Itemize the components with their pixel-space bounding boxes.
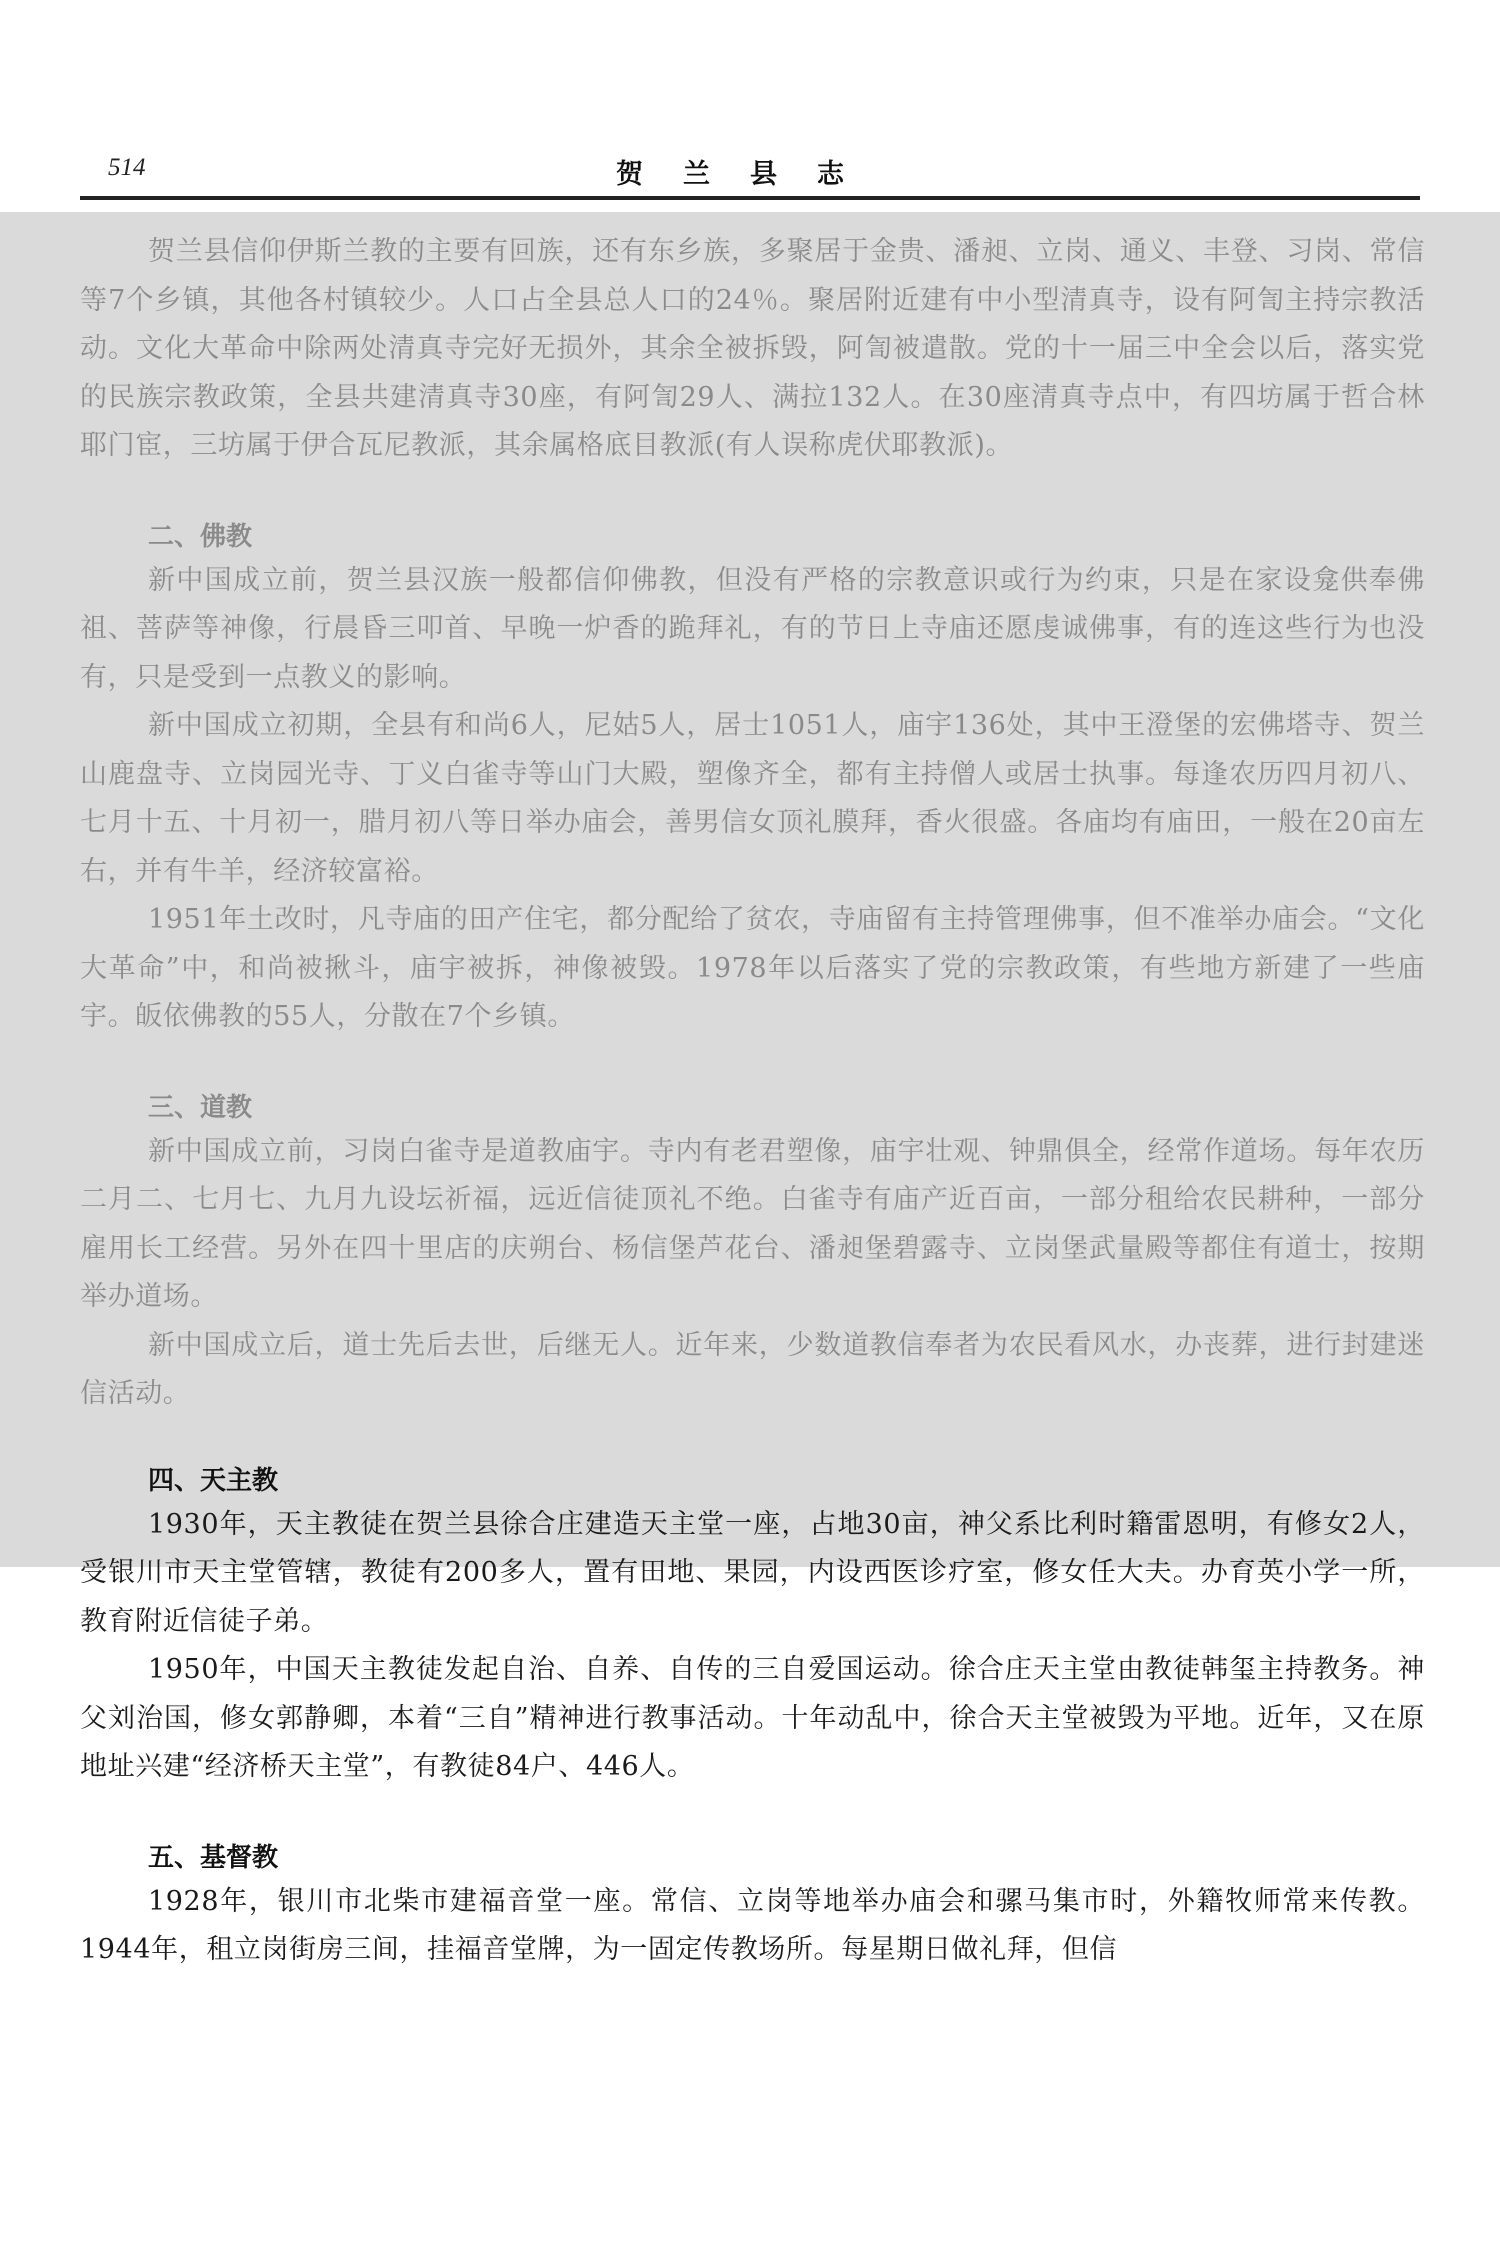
paragraph: 1930年，天主教徒在贺兰县徐合庄建造天主堂一座，占地30亩，神父系比利时籍雷恩明，有修女2人，受银川市天主堂管辖，教徒有200多人，置有田地、果园，内设西医诊疗室，修女任大夫。办育英小学一所，教育附近信徒子弟。 [80,1508,1425,1637]
section-catholicism [80,1461,1425,1792]
running-header [80,152,1420,192]
section-taoism [80,1088,1425,1419]
paragraph: 新中国成立初期，全县有和尚6人，尼姑5人，居士1051人，庙宇136处，其中王澄堡的宏佛塔寺、贺兰山鹿盘寺、立岗园光寺、丁义白雀寺等山门大殿，塑像齐全，都有主持僧人或居士执事。每逢农历四月初八、七月十五、十月初一，腊月初八等日举办庙会，善男信女顶礼膜拜，香火很盛。各庙均有庙田，一般在20亩左右，并有牛羊，经济较富裕。 [80,710,1425,887]
paragraph: 1950年，中国天主教徒发起自治、自养、自传的三自爱国运动。徐合庄天主堂由教徒韩玺主持教务。神父刘治国，修女郭静卿，本着“三自”精神进行教事活动。十年动乱中，徐合天主堂被毁为平地。近年，又在原地址兴建“经济桥天主堂”，有教徒84户、446人。 [80,1654,1425,1782]
paragraph: 新中国成立前，习岗白雀寺是道教庙宇。寺内有老君塑像，庙宇壮观、钟鼎俱全，经常作道场。每年农历二月二、七月七、九月九设坛祈福，远近信徒顶礼不绝。白雀寺有庙产近百亩，一部分租给农民耕种，一部分雇用长工经营。另外在四十里店的庆朔台、杨信堡芦花台、潘昶堡碧露寺、立岗堡武量殿等都住有道士，按期举办道场。 [80,1135,1425,1312]
section-buddhism [80,517,1425,1042]
header-rule [80,196,1420,200]
paragraph: 新中国成立前，贺兰县汉族一般都信仰佛教，但没有严格的宗教意识或行为约束，只是在家设龛供奉佛祖、菩萨等神像，行晨昏三叩首、早晚一炉香的跪拜礼，有的节日上寺庙还愿虔诚佛事，有的连这些行为也没有，只是受到一点教义的影响。 [80,564,1425,693]
section-title: 四、天主教 [148,1465,279,1496]
paragraph: 1951年土改时，凡寺庙的田产住宅，都分配给了贫农，寺庙留有主持管理佛事，但不准举办庙会。“文化大革命”中，和尚被揪斗，庙宇被拆，神像被毁。1978年以后落实了党的宗教政策，有些地方新建了一些庙宇。皈依佛教的55人，分散在7个乡镇。 [80,904,1425,1032]
section-title: 五、基督教 [148,1842,279,1873]
section-gap [80,1792,1425,1838]
section-title: 二、佛教 [148,521,253,552]
section-gap [80,471,1425,517]
paragraph: 新中国成立后，道士先后去世，后继无人。近年来，少数道教信奉者为农民看风水，办丧葬，进行封建迷信活动。 [80,1329,1425,1409]
section-gap [80,1419,1425,1461]
section-islam [80,228,1425,471]
section-christianity [80,1838,1425,1975]
section-title: 三、道教 [148,1092,253,1123]
section-gap [80,1042,1425,1088]
page-number: 514 [108,154,146,181]
page-body [80,228,1425,1975]
paragraph: 贺兰县信仰伊斯兰教的主要有回族，还有东乡族，多聚居于金贵、潘昶、立岗、通义、丰登、习岗、常信等7个乡镇，其他各村镇较少。人口占全县总人口的24％。聚居附近建有中小型清真寺，设有阿訇主持宗教活动。文化大革命中除两处清真寺完好无损外，其余全被拆毁，阿訇被遣散。党的十一届三中全会以后，落实党的民族宗教政策，全县共建清真寺30座，有阿訇29人、满拉132人。在30座清真寺点中，有四坊属于哲合林耶门宦，三坊属于伊合瓦尼教派，其余属格底目教派(有人误称虎伏耶教派)。 [80,236,1425,461]
running-title: 贺兰县志 [616,159,884,190]
paragraph: 1928年，银川市北柴市建福音堂一座。常信、立岗等地举办庙会和骡马集市时，外籍牧师常来传教。1944年，租立岗街房三间，挂福音堂牌，为一固定传教场所。每星期日做礼拜，但信 [80,1885,1425,1965]
